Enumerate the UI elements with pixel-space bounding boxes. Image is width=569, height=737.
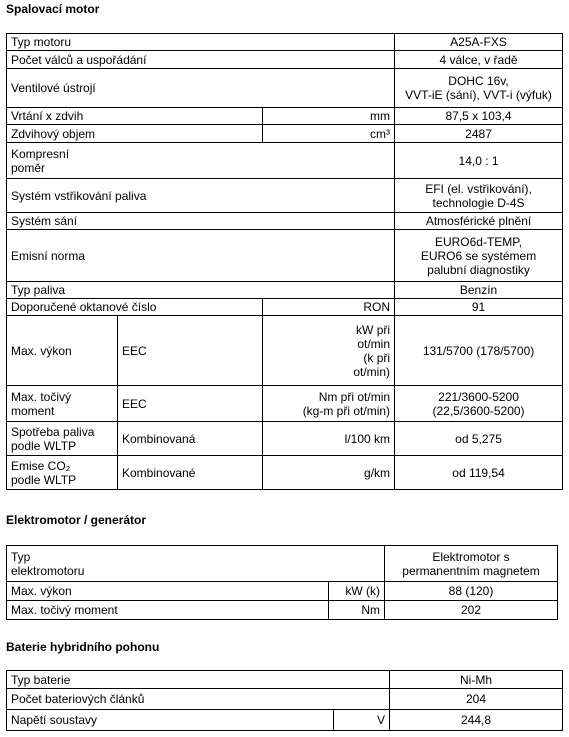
table-row (7, 546, 558, 582)
table-row (7, 125, 563, 143)
fuel-consumption-label: Spotřeba paliva podle WLTP (7, 422, 118, 456)
table-row (7, 601, 558, 620)
battery-voltage-label: Napětí soustavy (7, 710, 334, 731)
fuel-consumption-method: Kombinovaná (118, 422, 263, 456)
table-row (7, 456, 563, 490)
motor-section-title: Elektromotor / generátor (6, 513, 147, 527)
table-row (7, 230, 563, 282)
max-torque-value: 221/3600-5200 (22,5/3600-5200) (395, 386, 563, 422)
table-row (7, 582, 558, 601)
emission-standard-label: Emisní norma (7, 230, 395, 282)
bore-stroke-label: Vrtání x zdvih (7, 108, 263, 125)
bore-stroke-unit: mm (263, 108, 395, 125)
table-row (7, 386, 563, 422)
motor-type-value: Elektromotor s permanentním magnetem (385, 546, 558, 582)
fuel-consumption-unit: l/100 km (263, 422, 395, 456)
cylinders-value: 4 válce, v řadě (395, 51, 563, 69)
displacement-label: Zdvihový objem (7, 125, 263, 143)
fuel-type-value: Benzín (395, 282, 563, 299)
table-row (7, 282, 563, 299)
fuel-type-label: Typ paliva (7, 282, 395, 299)
motor-torque-value: 202 (385, 601, 558, 620)
emission-standard-value: EURO6d-TEMP, EURO6 se systémem palubní diagnostiky (395, 230, 563, 282)
valvetrain-label: Ventilové ústrojí (7, 69, 395, 108)
max-torque-unit: Nm při ot/min (kg-m při ot/min) (263, 386, 395, 422)
engine-section-title: Spalovací motor (6, 2, 100, 16)
co2-emission-method: Kombinované (118, 456, 263, 490)
table-row (7, 179, 563, 213)
table-row (7, 51, 563, 69)
displacement-value: 2487 (395, 125, 563, 143)
battery-spec-table (6, 670, 563, 731)
table-row (7, 299, 563, 316)
table-row (7, 34, 563, 51)
octane-value: 91 (395, 299, 563, 316)
fuel-system-value: EFI (el. vstřikování), technologie D-4S (395, 179, 563, 213)
table-row (7, 316, 563, 386)
battery-type-label: Typ baterie (7, 671, 390, 689)
engine-type-label: Typ motoru (7, 34, 395, 51)
motor-type-label: Typ elektromotoru (7, 546, 385, 582)
motor-torque-unit: Nm (329, 601, 385, 620)
battery-voltage-unit: V (334, 710, 390, 731)
table-row (7, 143, 563, 179)
fuel-consumption-value: od 5,275 (395, 422, 563, 456)
intake-label: Systém sání (7, 213, 395, 230)
compression-value: 14,0 : 1 (395, 143, 563, 179)
fuel-system-label: Systém vstřikování paliva (7, 179, 395, 213)
bore-stroke-value: 87,5 x 103,4 (395, 108, 563, 125)
table-row (7, 69, 563, 108)
motor-power-value: 88 (120) (385, 582, 558, 601)
max-power-label: Max. výkon (7, 316, 118, 386)
intake-value: Atmosférické plnění (395, 213, 563, 230)
battery-section-title: Baterie hybridního pohonu (6, 640, 160, 654)
max-torque-label: Max. točivý moment (7, 386, 118, 422)
battery-voltage-value: 244,8 (390, 710, 563, 731)
motor-power-label: Max. výkon (7, 582, 329, 601)
motor-spec-table (6, 545, 558, 620)
battery-cells-value: 204 (390, 689, 563, 710)
engine-spec-table (6, 33, 563, 490)
cylinders-label: Počet válců a uspořádání (7, 51, 395, 69)
displacement-unit: cm³ (263, 125, 395, 143)
motor-torque-label: Max. točivý moment (7, 601, 329, 620)
engine-type-value: A25A-FXS (395, 34, 563, 51)
table-row (7, 710, 563, 731)
max-power-value: 131/5700 (178/5700) (395, 316, 563, 386)
battery-type-value: Ni-Mh (390, 671, 563, 689)
valvetrain-value: DOHC 16v, VVT-iE (sání), VVT-i (výfuk) (395, 69, 563, 108)
octane-unit: RON (263, 299, 395, 316)
co2-emission-unit: g/km (263, 456, 395, 490)
table-row (7, 422, 563, 456)
max-torque-method: EEC (118, 386, 263, 422)
motor-power-unit: kW (k) (329, 582, 385, 601)
table-row (7, 671, 563, 689)
co2-emission-label: Emise CO₂ podle WLTP (7, 456, 118, 490)
table-row (7, 108, 563, 125)
max-power-unit: kW při ot/min (k při ot/min) (263, 316, 395, 386)
compression-label: Kompresní poměr (7, 143, 395, 179)
table-row (7, 213, 563, 230)
table-row (7, 689, 563, 710)
co2-emission-value: od 119,54 (395, 456, 563, 490)
battery-cells-label: Počet bateriových článků (7, 689, 390, 710)
max-power-method: EEC (118, 316, 263, 386)
octane-label: Doporučené oktanové číslo (7, 299, 263, 316)
